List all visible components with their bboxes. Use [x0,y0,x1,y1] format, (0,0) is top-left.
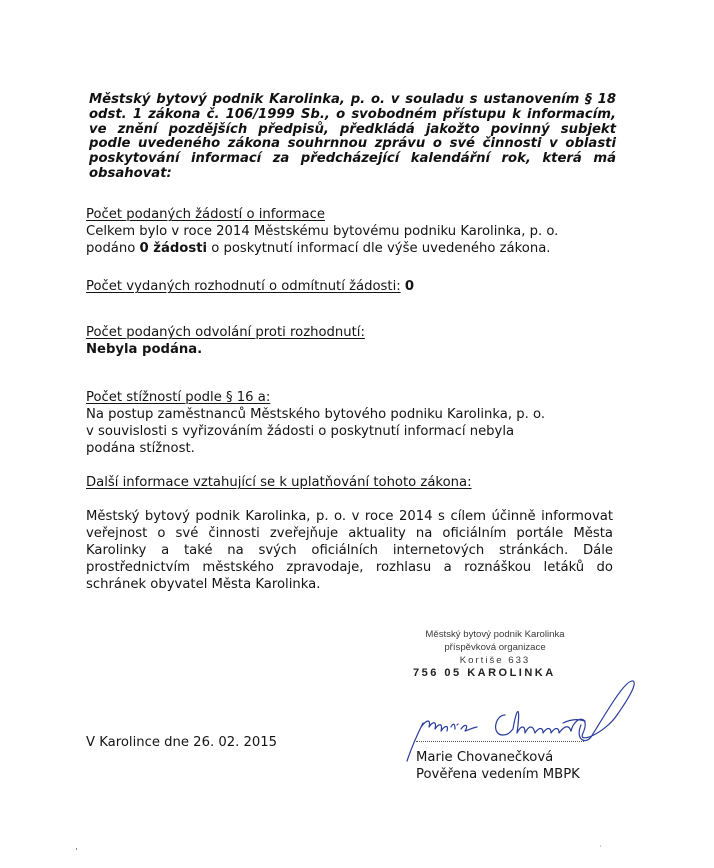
stamp-line: Kortiše 633 [459,655,531,666]
section-text-line: Na postup zaměstnanců Městského bytového podniku Karolinka, p. o. [86,407,546,422]
stamp-line: příspěvková organizace [444,642,546,653]
section-other-info [86,474,626,593]
section-heading: Počet podaných žádostí o informace [86,207,325,222]
section-complaints [86,389,626,457]
rejections-count: 0 [404,279,415,294]
stamp-line: 756 05 KAROLINKA [413,667,556,679]
date-line: V Karolince dne 26. 02. 2015 [86,735,278,750]
section-paragraph: Městský bytový podnik Karolinka, p. o. v roce 2014 s cílem účinně informovat veřejnost o své činnosti zveřejňuje aktuality na oficiálním portále Města Karolinky a také na svých oficiálních internetových stránkách. Dále prostřednictvím městského zpravodaje, rozhlasu a roznáškou letáků do schránek obyvatel Města Karolinka. [86,509,613,592]
intro-paragraph: Městský bytový podnik Karolinka, p. o. v souladu s ustanovením § 18 odst. 1 zákona č. 106/1999 Sb., o svobodném přístupu k informacím, ve znění pozdějších předpisů, předkládá jakožto povinný subjekt podle uvedeného zákona souhrnnou zprávu o své činnosti v oblasti poskytování informací za předcházející kalendářní rok, která má obsahovat: [89,92,616,181]
section-text-line [86,240,626,257]
section-appeals [86,324,626,358]
signature-stroke [563,720,585,723]
signer-block [416,749,580,783]
section-text-line: Celkem bylo v roce 2014 Městskému bytovému podniku Karolinka, p. o. [86,224,559,239]
signature-dotted-line [416,741,584,742]
signature-stroke [496,711,571,735]
signer-name: Marie Chovanečková [416,750,554,765]
stamp-line: Městský bytový podnik Karolinka [425,629,565,640]
section-heading: Počet vydaných rozhodnutí o odmítnutí žádosti: [86,279,401,294]
section-heading: Další informace vztahující se k uplatňování tohoto zákona: [86,475,472,490]
scan-speck [76,848,77,850]
section-text-line: v souvislosti s vyřizováním žádosti o poskytnutí informací nebyla [86,424,515,439]
signature-stroke [421,721,477,731]
signature-stroke [571,681,634,741]
text-suffix: o poskytnutí informací dle výše uvedeného zákona. [207,241,551,256]
section-heading: Počet stížností podle § 16 a: [86,390,271,405]
text-prefix: podáno [86,241,140,256]
organization-stamp [405,628,585,680]
section-rejections [86,278,626,295]
signer-role: Pověřena vedením MBPK [416,767,580,782]
requests-count: 0 žádosti [139,241,208,256]
section-heading: Počet podaných odvolání proti rozhodnutí: [86,325,365,340]
appeals-value: Nebyla podána. [86,342,203,357]
scan-speck [600,845,601,847]
section-requests [86,206,626,257]
section-text-line: podána stížnost. [86,441,195,456]
